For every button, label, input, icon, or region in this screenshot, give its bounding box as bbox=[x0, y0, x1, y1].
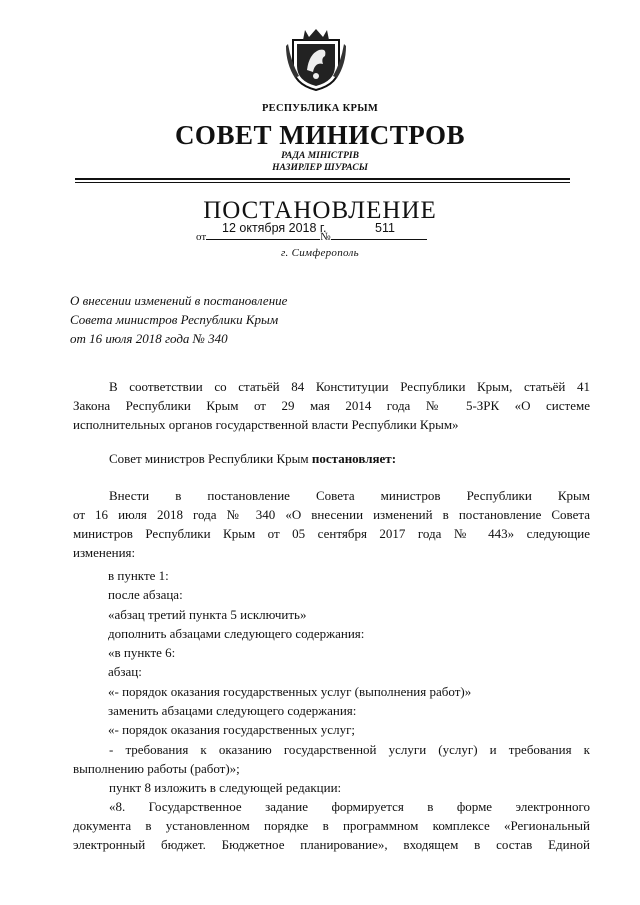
clause-8-paragraph bbox=[73, 797, 590, 854]
paragraph-line: «8. Государственное задание формируется в форме электронного bbox=[109, 799, 590, 814]
paragraph-line: Закона Республики Крым от 29 мая 2014 года № 5-ЗРК «О системе bbox=[73, 398, 590, 413]
list-item: «- порядок оказания государственных услуг; bbox=[108, 722, 356, 738]
header-rule-thick bbox=[75, 178, 570, 180]
list-item: дополнить абзацами следующего содержания: bbox=[108, 625, 365, 641]
list-item: после абзаца: bbox=[108, 587, 183, 603]
list-item: заменить абзацами следующего содержания: bbox=[108, 703, 357, 719]
paragraph-line: Внести в постановление Совета министров Республики Крым bbox=[109, 488, 590, 503]
paragraph-line: министров Республики Крым от 05 сентября 2017 года № 443» следующие bbox=[73, 526, 590, 541]
paragraph-line: - требования к оказанию государственной услуги (услуг) и требования к bbox=[109, 742, 590, 757]
republic-name: РЕСПУБЛИКА КРЫМ bbox=[261, 103, 379, 114]
requirements-paragraph bbox=[73, 740, 590, 778]
paragraph-line bbox=[73, 449, 590, 468]
paragraph-line: В соответствии со статьёй 84 Конституции Республики Крым, статьёй 41 bbox=[109, 379, 590, 394]
subject-line: от 16 июля 2018 года № 340 bbox=[70, 331, 228, 346]
clause-8-intro bbox=[73, 778, 590, 797]
resolution-paragraph bbox=[73, 449, 590, 468]
paragraph-line: пункт 8 изложить в следующей редакции: bbox=[109, 780, 342, 795]
council-name-ukrainian: РАДА МІНІСТРІВ bbox=[281, 151, 359, 161]
council-name-translations bbox=[0, 150, 640, 174]
list-item: «в пункте 6: bbox=[108, 645, 176, 661]
header-rule-thin bbox=[75, 182, 570, 183]
document-subject bbox=[70, 291, 287, 348]
date-label: от bbox=[196, 231, 207, 243]
preamble-paragraph bbox=[73, 377, 590, 434]
crimea-coat-of-arms-icon bbox=[285, 26, 347, 92]
amendment-items-list bbox=[108, 566, 471, 740]
date-blank bbox=[206, 239, 320, 240]
subject-line: Совета министров Республики Крым bbox=[70, 312, 279, 327]
date-number-line bbox=[196, 231, 427, 243]
document-date: 12 октября 2018 г. bbox=[222, 221, 327, 235]
subject-line: О внесении изменений в постановление bbox=[70, 293, 288, 308]
list-item: абзац: bbox=[108, 664, 142, 680]
document-number: 511 bbox=[375, 221, 395, 235]
paragraph-line: изменения: bbox=[73, 545, 136, 560]
number-label: № bbox=[320, 231, 331, 243]
list-item: «- порядок оказания государственных услуг (выполнения работ)» bbox=[108, 683, 472, 699]
resolution-keyword: постановляет: bbox=[311, 451, 397, 466]
paragraph-line: документа в установленном порядке в программном комплексе «Региональный bbox=[73, 818, 590, 833]
council-name-crimean-tatar: НАЗИРЛЕР ШУРАСЫ bbox=[272, 163, 368, 173]
paragraph-line: исполнительных органов государственной власти Республики Крым» bbox=[73, 417, 459, 432]
paragraph-line: электронный бюджет. Бюджетное планирование», входящем в состав Единой bbox=[73, 837, 590, 852]
list-item: в пункте 1: bbox=[108, 568, 169, 583]
list-item: «абзац третий пункта 5 исключить» bbox=[108, 606, 307, 622]
document-type-title: ПОСТАНОВЛЕНИЕ bbox=[203, 197, 437, 224]
paragraph-line: от 16 июля 2018 года № 340 «О внесении изменений в постановление Совета bbox=[73, 507, 590, 522]
paragraph-line: выполнению работы (работ)»; bbox=[73, 761, 240, 776]
amendment-paragraph bbox=[73, 486, 590, 562]
resolution-text: Совет министров Республики Крым bbox=[109, 451, 312, 466]
city-name: г. Симферополь bbox=[281, 247, 359, 259]
council-name: СОВЕТ МИНИСТРОВ bbox=[174, 120, 466, 150]
number-blank bbox=[331, 239, 427, 240]
